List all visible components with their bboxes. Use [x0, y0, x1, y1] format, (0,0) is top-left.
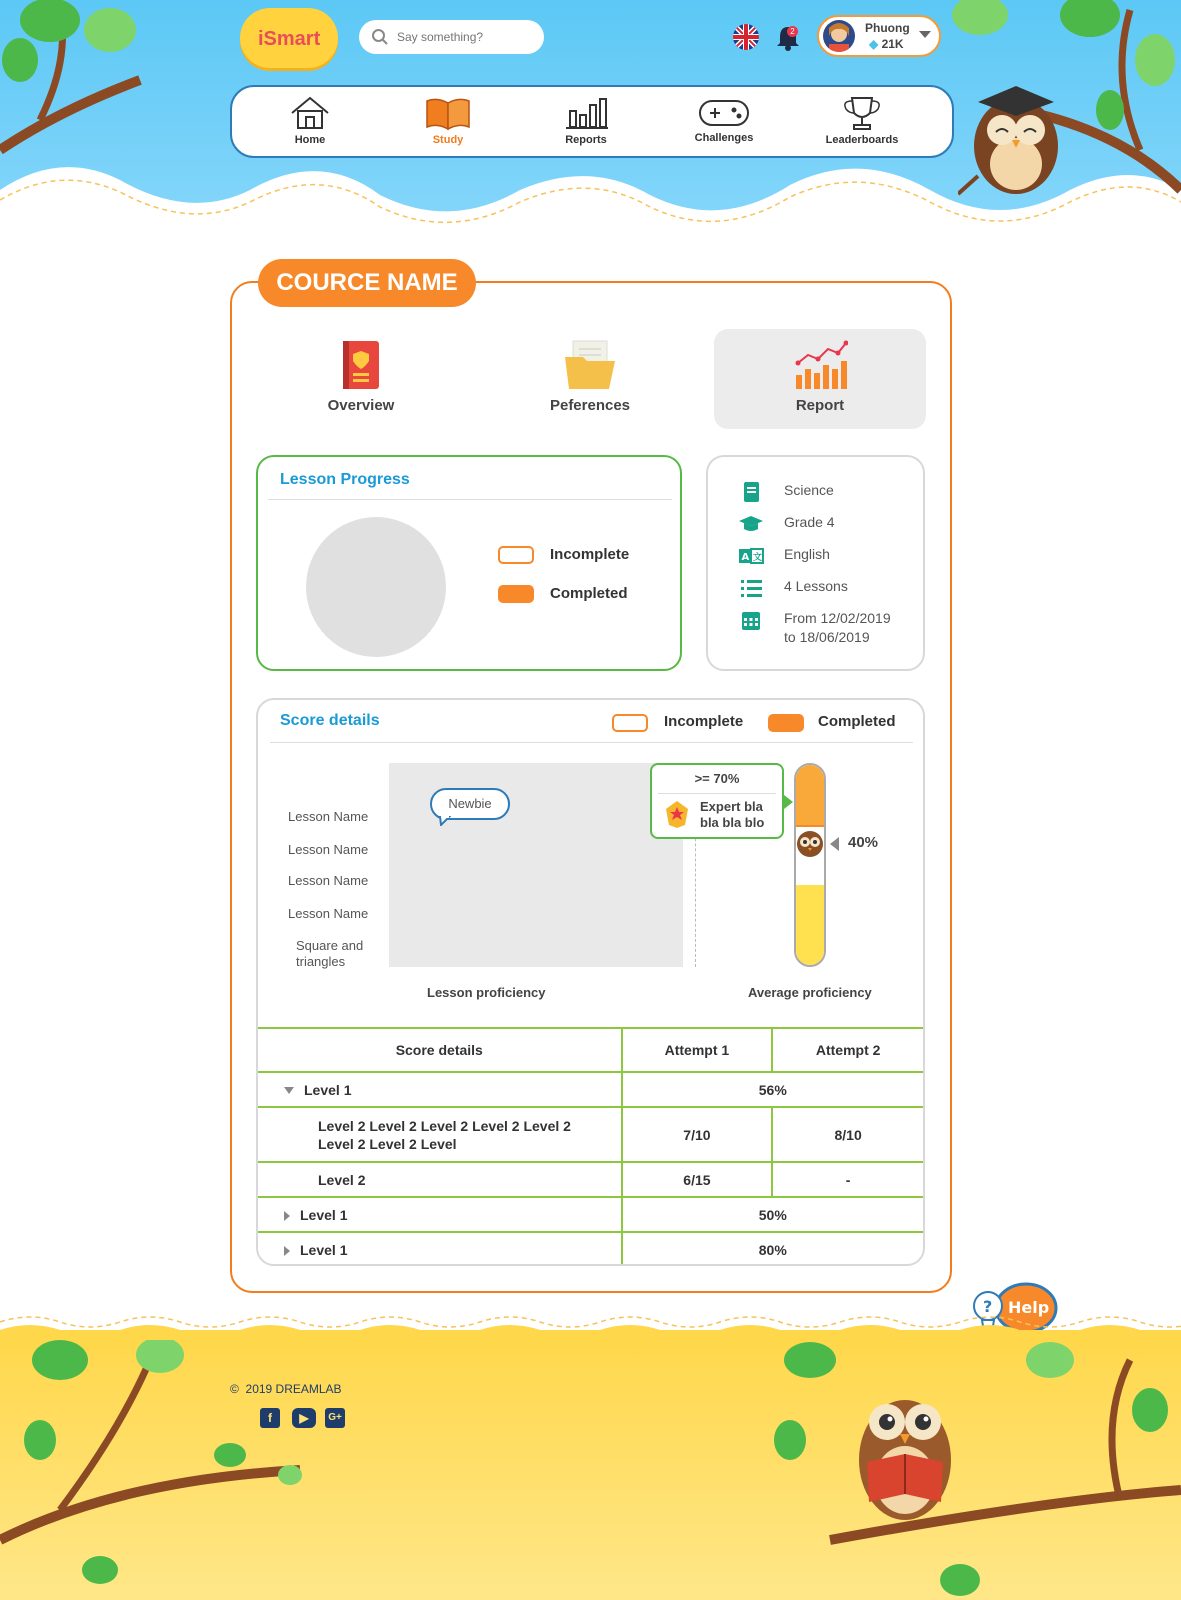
medal-icon [664, 799, 690, 829]
help-label: Help [1008, 1298, 1050, 1317]
youtube-icon[interactable]: ▶ [292, 1408, 316, 1428]
average-proficiency-gauge [794, 763, 826, 967]
lesson-proficiency-caption: Lesson proficiency [427, 985, 546, 1000]
calendar-icon [738, 609, 764, 631]
uk-flag-icon[interactable] [733, 24, 759, 50]
legend-completed-label: Completed [818, 713, 896, 730]
chevron-down-icon [919, 29, 931, 39]
info-lessons-text: 4 Lessons [784, 578, 848, 594]
info-subject [738, 481, 834, 503]
legend-incomplete-label: Incomplete [550, 546, 630, 563]
user-menu[interactable] [817, 15, 941, 57]
nav-label: Challenges [694, 132, 754, 144]
tab-label: Report [795, 397, 845, 414]
table-cell: 8/10 [772, 1107, 923, 1162]
legend-completed-swatch [498, 585, 534, 603]
table-cell: - [772, 1162, 923, 1197]
owl-graduate-mascot [958, 76, 1068, 200]
table-cell: 6/15 [622, 1162, 773, 1197]
google-plus-icon[interactable]: G+ [325, 1408, 345, 1428]
expert-text: Expert bla bla bla blo [700, 799, 765, 830]
copyright-text: 2019 DREAMLAB [245, 1382, 342, 1396]
lesson-name-label: Lesson Name [288, 842, 369, 857]
svg-text:A: A [741, 552, 750, 563]
table-row-label [258, 1197, 622, 1232]
tree-branch-left-decoration [0, 0, 160, 160]
nav-home[interactable] [260, 87, 360, 157]
info-language [738, 545, 830, 567]
table-row[interactable] [258, 1232, 923, 1266]
divider [658, 793, 776, 794]
tab-label: Peferences [549, 397, 631, 414]
home-icon [288, 95, 332, 131]
score-details-panel [256, 698, 925, 1266]
caret-right-icon[interactable] [284, 1246, 290, 1256]
lesson-progress-panel [256, 455, 682, 671]
gauge-pointer-icon [830, 837, 840, 851]
gauge-upper-band [796, 765, 824, 825]
table-header-row [258, 1028, 923, 1072]
legend-incomplete-label: Incomplete [664, 713, 744, 730]
lesson-name-label: Lesson Name [288, 873, 369, 888]
table-header-cell: Attempt 2 [772, 1028, 923, 1072]
average-proficiency-value: 40% [848, 834, 879, 851]
legend-incomplete-swatch [498, 546, 534, 564]
legend-incomplete-swatch [612, 714, 648, 732]
course-info-panel [706, 455, 925, 671]
table-row-label: Level 2 Level 2 Level 2 Level 2 Level 2 Level 2 Level 2 Level [258, 1107, 622, 1162]
caret-right-icon[interactable] [284, 1211, 290, 1221]
main-navigation [230, 85, 954, 158]
lesson-name-label: Square and triangles [296, 938, 364, 969]
footer-tree-right-decoration [770, 1340, 1181, 1600]
course-title: COURCE NAME [258, 259, 476, 307]
expert-tooltip [650, 763, 784, 839]
info-language-text: English [784, 546, 830, 562]
info-lessons [738, 577, 848, 599]
row-label-text: Level 1 [304, 1081, 352, 1098]
coins-value: 21K [881, 37, 904, 51]
table-cell: 56% [622, 1072, 923, 1107]
score-table [258, 1027, 923, 1266]
table-row[interactable] [258, 1072, 923, 1107]
trophy-icon [840, 95, 884, 131]
divider [270, 742, 913, 743]
svg-text:?: ? [983, 1297, 993, 1316]
lesson-name-label: Lesson Name [288, 906, 369, 921]
copyright [230, 1382, 342, 1396]
list-icon [738, 577, 764, 599]
book-icon [423, 95, 473, 131]
owl-reading-mascot [845, 1370, 965, 1530]
table-row [258, 1107, 923, 1162]
table-row [258, 1162, 923, 1197]
info-date-to: to 18/06/2019 [784, 629, 870, 645]
logo-text: iSmart [258, 28, 321, 50]
diamond-icon: ◆ [869, 37, 879, 51]
tooltip-tail [438, 816, 452, 826]
lesson-progress-title: Lesson Progress [280, 471, 410, 488]
folder-icon [563, 339, 617, 391]
copyright-icon: © [230, 1382, 239, 1396]
nav-leaderboards[interactable] [812, 87, 912, 157]
score-details-title: Score details [280, 712, 380, 729]
translate-icon [738, 545, 764, 567]
tab-peferences[interactable] [484, 329, 696, 429]
gamepad-icon [698, 95, 750, 129]
table-row-label [258, 1072, 622, 1107]
nav-challenges[interactable] [674, 87, 774, 157]
table-row-label [258, 1232, 622, 1266]
nav-label: Leaderboards [825, 134, 899, 146]
nav-label: Study [432, 134, 464, 146]
avatar [823, 20, 855, 52]
legend-completed-swatch [768, 714, 804, 732]
facebook-icon[interactable]: f [260, 1408, 280, 1428]
row-label-text: Level 1 [300, 1206, 348, 1223]
tab-overview[interactable] [255, 329, 467, 429]
tab-label: Overview [327, 397, 395, 414]
table-row[interactable] [258, 1197, 923, 1232]
gauge-divider [796, 825, 824, 827]
info-grade-text: Grade 4 [784, 514, 835, 530]
table-cell: 7/10 [622, 1107, 773, 1162]
table-cell: 50% [622, 1197, 923, 1232]
info-subject-text: Science [784, 482, 834, 498]
bar-chart-icon [564, 95, 608, 131]
table-cell: 80% [622, 1232, 923, 1266]
tab-report[interactable] [714, 329, 926, 429]
newbie-tooltip: Newbie [430, 788, 510, 820]
gauge-fill [796, 885, 824, 965]
info-date-from: From 12/02/2019 [784, 610, 891, 626]
nav-reports[interactable] [536, 87, 636, 157]
nav-label: Reports [565, 134, 607, 146]
search-input[interactable] [397, 30, 527, 44]
info-dates [738, 609, 891, 647]
table-header-cell: Score details [258, 1028, 622, 1072]
notification-badge: 2 [787, 26, 798, 37]
book-icon [738, 481, 764, 503]
legend-completed-label: Completed [550, 585, 628, 602]
svg-text:文: 文 [753, 553, 763, 563]
progress-pie-chart [306, 517, 446, 657]
info-grade [738, 513, 835, 535]
search-bar[interactable] [359, 20, 544, 54]
footer-tree-left-decoration [0, 1340, 320, 1600]
lesson-name-label: Lesson Name [288, 809, 369, 824]
chart-icon [792, 339, 848, 391]
owl-marker-icon [795, 829, 825, 859]
tooltip-pointer [784, 795, 794, 809]
table-header-cell: Attempt 1 [622, 1028, 773, 1072]
row-label-text: Level 1 [300, 1242, 348, 1258]
caret-down-icon[interactable] [284, 1087, 294, 1094]
graduation-cap-icon [738, 513, 764, 535]
book-icon [339, 339, 383, 391]
table-row-label: Level 2 [258, 1162, 622, 1197]
user-coins [869, 37, 904, 51]
divider [268, 499, 672, 500]
expert-threshold: >= 70% [694, 771, 740, 786]
nav-label: Home [294, 134, 326, 146]
search-icon [371, 28, 389, 46]
ismart-logo[interactable] [240, 8, 338, 68]
nav-study[interactable] [398, 87, 498, 157]
average-proficiency-caption: Average proficiency [748, 985, 872, 1000]
info-dates-text [784, 609, 891, 647]
user-name: Phuong [865, 21, 910, 35]
